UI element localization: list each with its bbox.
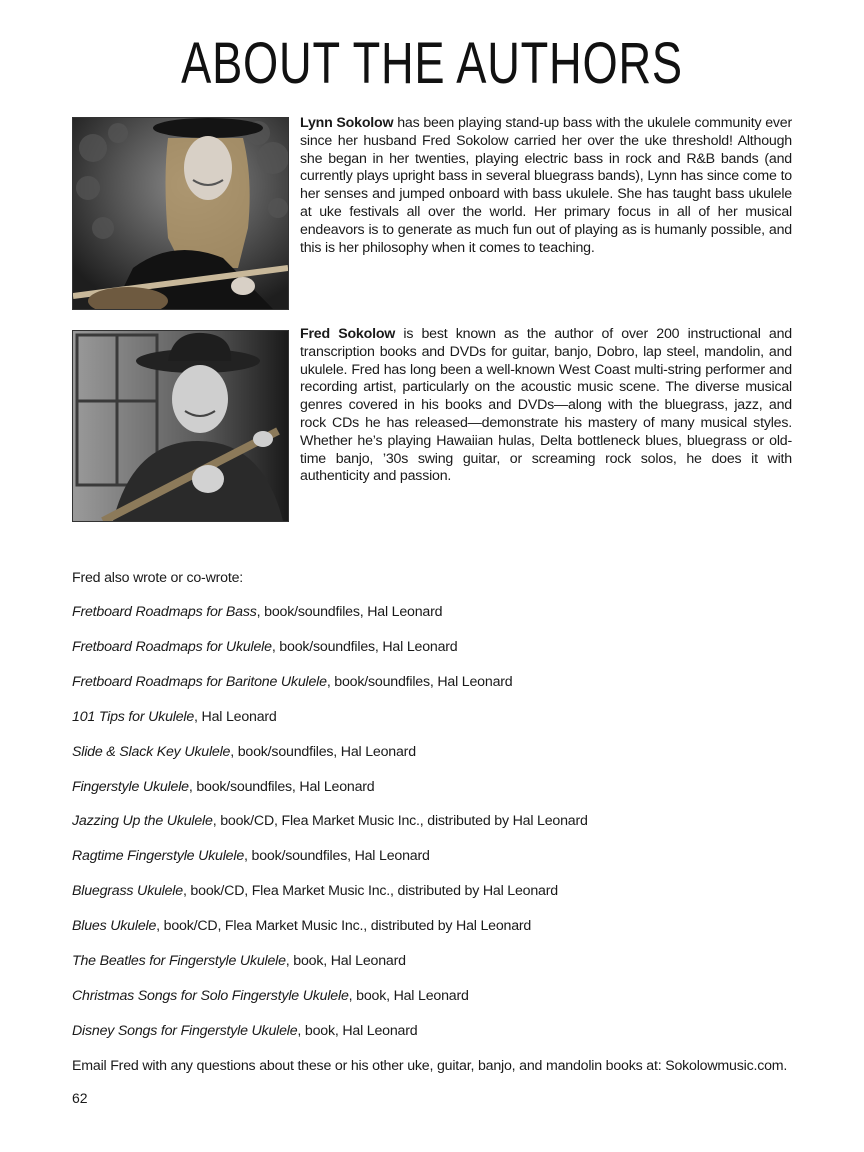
fred-bio — [300, 326, 792, 486]
book-title: 101 Tips for Ukulele — [72, 708, 195, 725]
book-details: , book/soundfiles, Hal Leonard — [230, 743, 416, 760]
book-title: Fretboard Roadmaps for Baritone Ukulele — [72, 673, 327, 690]
book-item — [72, 709, 277, 725]
book-details: , book/CD, Flea Market Music Inc., distributed by Hal Leonard — [212, 813, 588, 830]
fred-bio-text: is best known as the author of over 200 instructional and transcription books and DVDs for guitar, banjo, Dobro, lap steel, mandolin, and ukulele. Fred has long been a well-known West Coast multi-string performer and recording artist, particularly on the acoustic music scene. The diverse musical genres covered in his books and DVDs—along with the bluegrass, jazz, and rock CDs he has released—demonstrate his mastery of many musical styles. Whether he’s playing Hawaiian hulas, Delta bottleneck blues, bluegrass or old-time banjo, ’30s swing guitar, or screaming rock solos, he does it with authenticity and passion. — [300, 326, 792, 485]
book-item — [72, 918, 531, 934]
book-title: Jazzing Up the Ukulele — [72, 813, 213, 830]
fred-sokolow-photo — [72, 330, 289, 522]
book-item — [72, 604, 442, 620]
book-item — [72, 779, 375, 795]
book-details: , book/CD, Flea Market Music Inc., distributed by Hal Leonard — [156, 918, 532, 935]
book-title: Bluegrass Ukulele — [72, 883, 183, 900]
book-title: Blues Ukulele — [72, 918, 157, 935]
book-title: Slide & Slack Key Ukulele — [72, 743, 231, 760]
book-item — [72, 1023, 417, 1039]
lynn-name: Lynn Sokolow — [300, 115, 394, 131]
book-details: , book/CD, Flea Market Music Inc., distributed by Hal Leonard — [182, 883, 558, 900]
book-title: Disney Songs for Fingerstyle Ukulele — [72, 1022, 298, 1039]
book-item — [72, 639, 457, 655]
book-item — [72, 744, 416, 760]
book-title: Ragtime Fingerstyle Ukulele — [72, 848, 245, 865]
book-title: The Beatles for Fingerstyle Ukulele — [72, 953, 286, 969]
book-title: Fretboard Roadmaps for Ukulele — [72, 638, 272, 655]
book-title: Christmas Songs for Solo Fingerstyle Ukulele — [72, 987, 349, 1004]
book-item — [72, 813, 588, 829]
book-details: , book/soundfiles, Hal Leonard — [326, 673, 513, 690]
book-item — [72, 953, 406, 969]
fred-name: Fred Sokolow — [300, 326, 396, 342]
also-wrote-heading: Fred also wrote or co-wrote: — [72, 570, 244, 586]
book-details: , book/soundfiles, Hal Leonard — [188, 778, 375, 795]
page-title: ABOUT THE AUTHORS — [181, 31, 683, 96]
book-details: , book/soundfiles, Hal Leonard — [244, 848, 430, 865]
book-details: , book/soundfiles, Hal Leonard — [256, 604, 443, 620]
book-details: , book/soundfiles, Hal Leonard — [271, 638, 458, 655]
lynn-bio — [300, 115, 792, 257]
email-line: Email Fred with any questions about these or his other uke, guitar, banjo, and mandolin books at: Sokolowmusic.com. — [72, 1058, 788, 1074]
page-number: 62 — [72, 1090, 88, 1106]
book-title: Fingerstyle Ukulele — [72, 778, 189, 795]
book-item — [72, 848, 430, 864]
book-details: , Hal Leonard — [194, 708, 277, 725]
book-item — [72, 883, 558, 899]
book-item — [72, 674, 512, 690]
book-details: , book, Hal Leonard — [297, 1022, 418, 1039]
lynn-bio-text: has been playing stand-up bass with the ukulele community ever since her husband Fred Sokolow carried her over the uke threshold! Although she began in her twenties, playing electric bass in rock and R&B bands (and currently plays upright bass in several bluegrass bands), Lynn has since come to her senses and jumped onboard with bass ukulele. She has taught bass ukulele at uke festivals all over the world. Her primary focus in all of her musical endeavors is to generate as much fun out of playing as is humanly possible, and this is her philosophy when it comes to teaching. — [300, 115, 793, 256]
lynn-sokolow-photo — [72, 117, 289, 310]
book-details: , book, Hal Leonard — [348, 987, 469, 1004]
book-item — [72, 988, 469, 1004]
book-title: Fretboard Roadmaps for Bass — [72, 604, 257, 620]
book-details: , book, Hal Leonard — [285, 953, 406, 969]
